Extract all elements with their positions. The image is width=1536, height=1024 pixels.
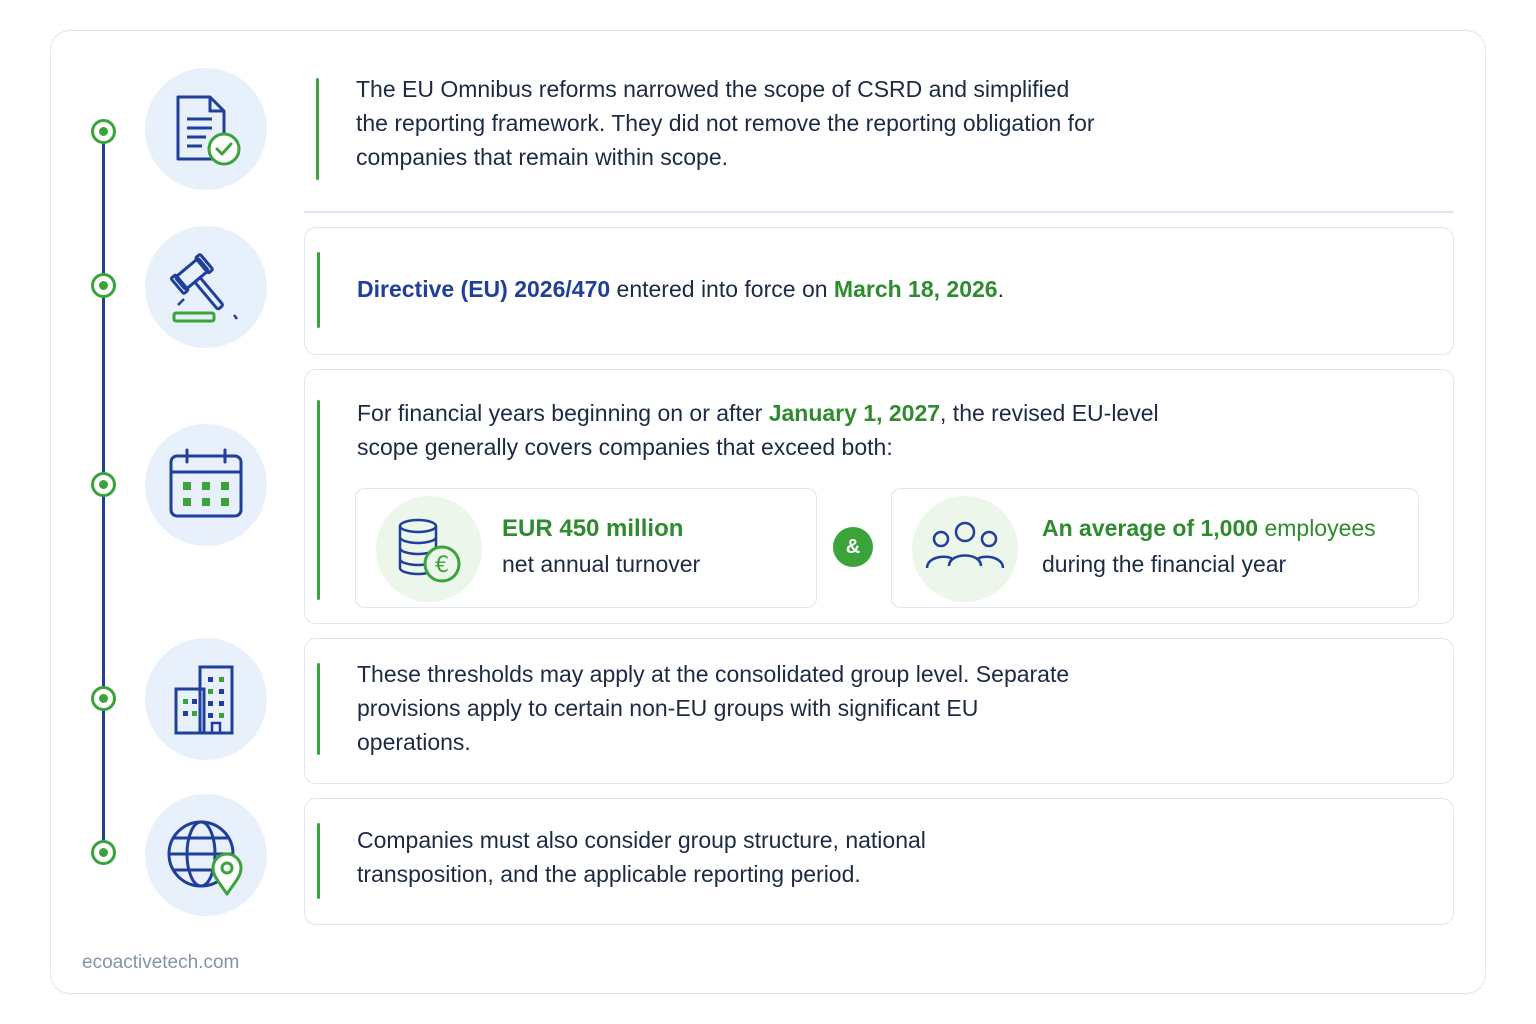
card-accent-bar [317, 823, 320, 899]
timeline-dot [91, 686, 116, 711]
gavel-icon [145, 226, 267, 348]
group-level-text: These thresholds may apply at the consolidated group level. Separate provisions apply to certain non-EU groups with significant EU operations. [357, 661, 1070, 755]
intro-text: The EU Omnibus reforms narrowed the scope of CSRD and simplified the reporting framework. They did not remove the reporting obligation for companies that remain within scope. [356, 76, 1095, 170]
employees-highlight-rest: employees [1258, 515, 1376, 541]
timeline-dot [91, 840, 116, 865]
card-accent-bar [316, 78, 319, 180]
scope-post-text: , the revised EU-level scope generally covers companies that exceed both: [357, 400, 1159, 460]
employees-detail: during the financial year [1042, 551, 1287, 577]
people-group-icon [912, 496, 1018, 602]
directive-end-text: . [997, 276, 1004, 302]
directive-mid-text: entered into force on [610, 276, 834, 302]
timeline-dot [91, 472, 116, 497]
coins-euro-icon [376, 496, 482, 602]
scope-date: January 1, 2027 [768, 400, 941, 426]
footer-website: ecoactivetech.com [82, 952, 240, 973]
turnover-highlight: EUR 450 million [502, 515, 684, 542]
employees-highlight [1042, 515, 1376, 542]
employees-threshold [891, 488, 1419, 608]
directive-text [357, 272, 1357, 306]
divider [304, 211, 1454, 213]
and-connector: & [833, 527, 873, 567]
globe-location-icon [145, 794, 267, 916]
turnover-detail: net annual turnover [502, 551, 701, 577]
turnover-threshold [355, 488, 817, 608]
card-accent-bar [317, 252, 320, 328]
timeline-dot [91, 119, 116, 144]
scope-text [357, 396, 1177, 464]
directive-card [304, 227, 1454, 355]
scope-pre-text: For financial years beginning on or after [357, 400, 769, 426]
considerations-card [304, 798, 1454, 925]
svg-text:€: € [435, 553, 449, 578]
considerations-text: Companies must also consider group structure, national transposition, and the applicable reporting period. [357, 827, 926, 887]
scope-card [304, 369, 1454, 624]
calendar-icon [145, 424, 267, 546]
group-level-card [304, 638, 1454, 784]
card-accent-bar [317, 663, 320, 755]
card-accent-bar [317, 400, 320, 600]
buildings-icon [145, 638, 267, 760]
directive-name: Directive (EU) 2026/470 [357, 276, 611, 302]
intro-card [304, 68, 1454, 198]
employees-highlight-strong: An average of 1,000 [1042, 515, 1259, 541]
document-check-icon [145, 68, 267, 190]
directive-date: March 18, 2026 [833, 276, 998, 302]
timeline-dot [91, 273, 116, 298]
